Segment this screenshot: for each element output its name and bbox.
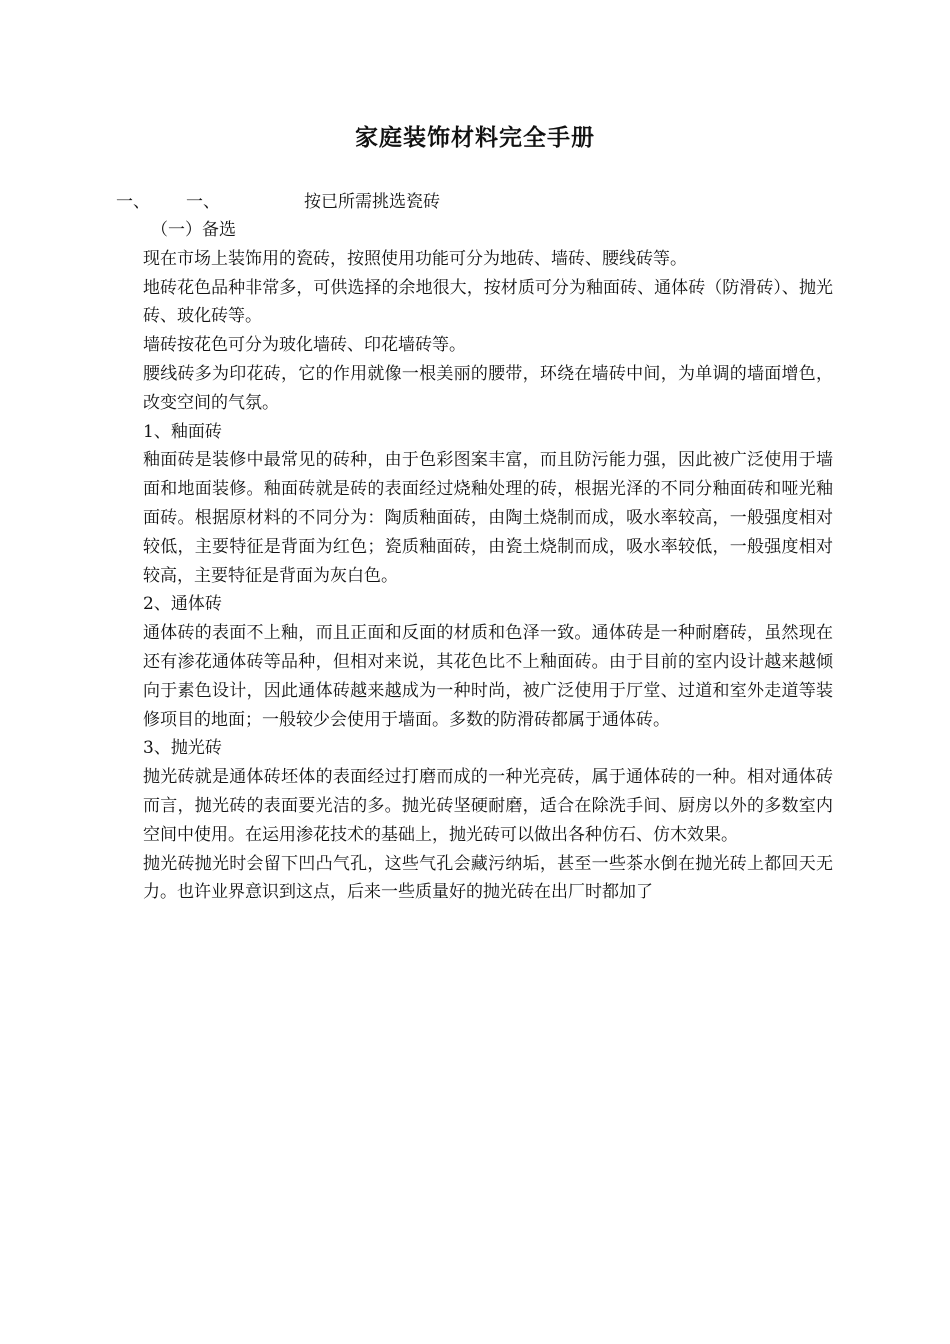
- paragraph: 现在市场上装饰用的瓷砖，按照使用功能可分为地砖、墙砖、腰线砖等。: [143, 248, 687, 269]
- item-heading: 1、釉面砖: [143, 421, 222, 442]
- paragraph: 釉面砖是装修中最常见的砖种，由于色彩图案丰富，而且防污能力强，因此被广泛使用于墙面和地面装修。釉面砖就是砖的表面经过烧釉处理的砖，根据光泽的不同分釉面砖和哑光釉面砖。根据原材料的不同分为：陶质釉面砖，由陶土烧制而成，吸水率较高，一般强度相对较低，主要特征是背面为红色；瓷质釉面砖，由瓷土烧制而成，吸水率较低，一般强度相对较高，主要特征是背面为灰白色。: [143, 450, 833, 586]
- item-heading: 2、通体砖: [143, 594, 222, 615]
- paragraph: 抛光砖就是通体砖坯体的表面经过打磨而成的一种光亮砖，属于通体砖的一种。相对通体砖而言，抛光砖的表面要光洁的多。抛光砖坚硬耐磨，适合在除洗手间、厨房以外的多数室内空间中使用。在运用渗花技术的基础上，抛光砖可以做出各种仿石、仿木效果。: [143, 767, 833, 845]
- section-number-inner: 一、: [186, 192, 220, 212]
- subsection-heading: （一）备选: [151, 220, 236, 240]
- paragraph: 通体砖的表面不上釉，而且正面和反面的材质和色泽一致。通体砖是一种耐磨砖，虽然现在还有渗花通体砖等品种，但相对来说，其花色比不上釉面砖。由于目前的室内设计越来越倾向于素色设计，因此通体砖越来越成为一种时尚，被广泛使用于厅堂、过道和室外走道等装修项目的地面；一般较少会使用于墙面。多数的防滑砖都属于通体砖。: [143, 623, 833, 730]
- document-body: [143, 216, 833, 907]
- paragraph: 墙砖按花色可分为玻化墙砖、印花墙砖等。: [143, 335, 466, 356]
- paragraph: 地砖花色品种非常多，可供选择的余地很大，按材质可分为釉面砖、通体砖（防滑砖）、抛光砖、玻化砖等。: [143, 277, 833, 327]
- section-heading: [0, 188, 950, 216]
- section-number-outer: 一、: [116, 192, 150, 212]
- item-heading: 3、抛光砖: [143, 738, 222, 759]
- paragraph: 抛光砖抛光时会留下凹凸气孔，这些气孔会藏污纳垢，甚至一些茶水倒在抛光砖上都回天无力。也许业界意识到这点，后来一些质量好的抛光砖在出厂时都加了: [143, 853, 833, 903]
- paragraph: 腰线砖多为印花砖，它的作用就像一根美丽的腰带，环绕在墙砖中间，为单调的墙面增色，改变空间的气氛。: [143, 363, 833, 413]
- section-heading-text: 按已所需挑选瓷砖: [304, 192, 440, 212]
- document-title: 家庭装饰材料完全手册: [355, 124, 595, 151]
